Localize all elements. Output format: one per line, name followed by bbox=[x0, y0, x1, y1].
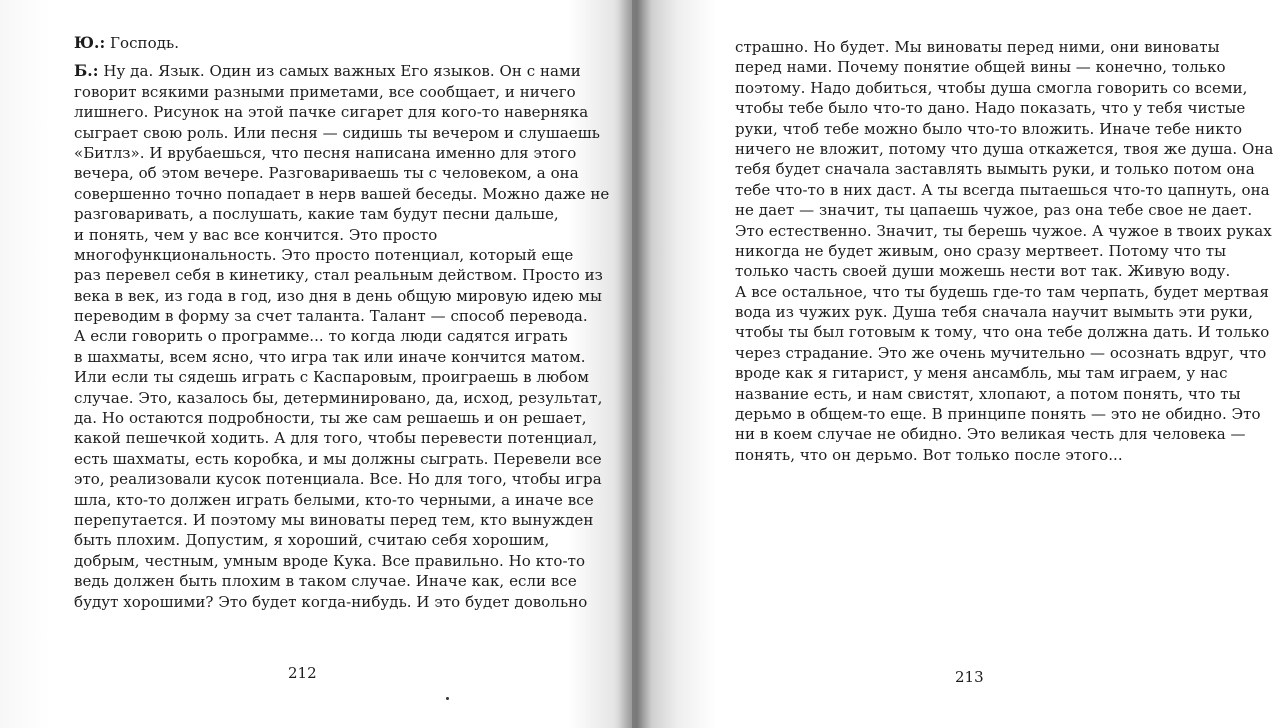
text-line: не дает — значит, ты цапаешь чужое, раз она тебе свое не дает. bbox=[735, 201, 1253, 220]
text-line: раз перевел себя в кинетику, стал реальным действом. Просто из bbox=[74, 266, 603, 285]
text-line: поэтому. Надо добиться, чтобы душа смогла говорить со всеми, bbox=[735, 78, 1248, 97]
text-line: никогда не будет живым, оно сразу мертвеет. Потому что ты bbox=[735, 241, 1227, 260]
text-line: переводим в форму за счет таланта. Талант — способ перевода. bbox=[74, 307, 588, 326]
text-line: тебя будет сначала заставлять вымыть руки, и только потом она bbox=[735, 160, 1255, 179]
text-line: вроде как я гитарист, у меня ансамбль, мы там играем, у нас bbox=[735, 364, 1228, 383]
text-line: добрым, честным, умным вроде Кука. Все правильно. Но кто-то bbox=[74, 551, 586, 570]
dialogue-line-yu bbox=[74, 33, 614, 53]
text-line: перепутается. И поэтому мы виноваты перед тем, кто вынужден bbox=[74, 510, 594, 529]
print-speck bbox=[446, 697, 449, 700]
right-page-text bbox=[735, 37, 1274, 465]
text-line: ни в коем случае не обидно. Это великая честь для человека — bbox=[735, 425, 1246, 444]
left-page bbox=[0, 0, 632, 728]
text-line: быть плохим. Допустим, я хороший, считаю себя хорошим, bbox=[74, 531, 550, 550]
speaker-label: Ю.: bbox=[74, 33, 106, 52]
text-line: через страдание. Это же очень мучительно — осознать вдруг, что bbox=[735, 343, 1267, 362]
text-line: ничего не вложит, потому что душа откажется, твоя же душа. Она bbox=[735, 139, 1274, 158]
text-line: чтобы тебе было что-то дано. Надо показать, что у тебя чистые bbox=[735, 99, 1246, 118]
text-line: многофункциональность. Это просто потенциал, который еще bbox=[74, 245, 574, 264]
text-line: случае. Это, казалось бы, детерминировано, да, исход, результат, bbox=[74, 388, 603, 407]
text-line: чтобы ты был готовым к тому, что она тебе должна дать. И только bbox=[735, 323, 1270, 342]
text-line: и понять, чем у вас все кончится. Это просто bbox=[74, 225, 438, 244]
text-line: тебе что-то в них даст. А ты всегда пытаешься что-то цапнуть, она bbox=[735, 180, 1270, 199]
text-line: вечера, об этом вечере. Разговариваешь ты с человеком, а она bbox=[74, 164, 579, 183]
text-line: перед нами. Почему понятие общей вины — конечно, только bbox=[735, 58, 1226, 77]
text-line: дерьмо в общем-то еще. В принципе понять — это не обидно. Это bbox=[735, 405, 1261, 424]
text-line: А если говорить о программе... то когда люди садятся играть bbox=[74, 327, 568, 346]
paragraph-gap bbox=[74, 53, 614, 61]
text-line: название есть, и нам свистят, хлопают, а потом понять, что ты bbox=[735, 384, 1241, 403]
text-line: А все остальное, что ты будешь где-то там черпать, будет мертвая bbox=[735, 282, 1269, 301]
text-line: «Битлз». И врубаешься, что песня написана именно для этого bbox=[74, 143, 577, 162]
text-line: Ну да. Язык. Один из самых важных Его языков. Он с нами bbox=[103, 62, 581, 81]
text-line: будут хорошими? Это будет когда-нибудь. И это будет довольно bbox=[74, 592, 588, 611]
dialogue-line-b bbox=[74, 61, 614, 81]
text-line: это, реализовали кусок потенциала. Все. Но для того, чтобы игра bbox=[74, 470, 602, 489]
book-gutter-shadow bbox=[618, 0, 652, 728]
text-line: Это естественно. Значит, ты берешь чужое. А чужое в твоих руках bbox=[735, 221, 1272, 240]
text-line: есть шахматы, есть коробка, и мы должны сыграть. Перевели все bbox=[74, 449, 602, 468]
text-line: разговаривать, а послушать, какие там будут песни дальше, bbox=[74, 205, 559, 224]
text-line: да. Но остаются подробности, ты же сам решаешь и он решает, bbox=[74, 409, 587, 428]
text-line: сыграет свою роль. Или песня — сидишь ты вечером и слушаешь bbox=[74, 123, 600, 142]
speaker-label: Б.: bbox=[74, 61, 99, 81]
text-line: совершенно точно попадает в нерв вашей беседы. Можно даже не bbox=[74, 184, 610, 203]
text-line: вода из чужих рук. Душа тебя сначала научит вымыть эти руки, bbox=[735, 303, 1254, 322]
text-line: лишнего. Рисунок на этой пачке сигарет для кого-то наверняка bbox=[74, 103, 589, 122]
text-line: страшно. Но будет. Мы виноваты перед ними, они виноваты bbox=[735, 38, 1220, 56]
page-number-left: 212 bbox=[288, 664, 317, 682]
text-line: века в век, из года в год, изо дня в день общую мировую идею мы bbox=[74, 286, 602, 305]
text-line: понять, что он дерьмо. Вот только после этого... bbox=[735, 445, 1123, 464]
text-line: ведь должен быть плохим в таком случае. Иначе как, если все bbox=[74, 572, 577, 591]
text-line: шла, кто-то должен играть белыми, кто-то черными, а иначе все bbox=[74, 490, 594, 509]
text-line: Господь. bbox=[110, 34, 180, 52]
text-line: говорит всякими разными приметами, все сообщает, и ничего bbox=[74, 82, 576, 101]
text-line: в шахматы, всем ясно, что игра так или иначе кончится матом. bbox=[74, 347, 586, 366]
text-line: руки, чтоб тебе можно было что-то вложить. Иначе тебе никто bbox=[735, 119, 1243, 138]
text-line: только часть своей души можешь нести вот так. Живую воду. bbox=[735, 262, 1231, 281]
text-line: Или если ты сядешь играть с Каспаровым, проиграешь в любом bbox=[74, 368, 589, 387]
text-line: какой пешечкой ходить. А для того, чтобы перевести потенциал, bbox=[74, 429, 598, 448]
left-page-text bbox=[74, 33, 614, 612]
page-number-right: 213 bbox=[955, 668, 984, 686]
